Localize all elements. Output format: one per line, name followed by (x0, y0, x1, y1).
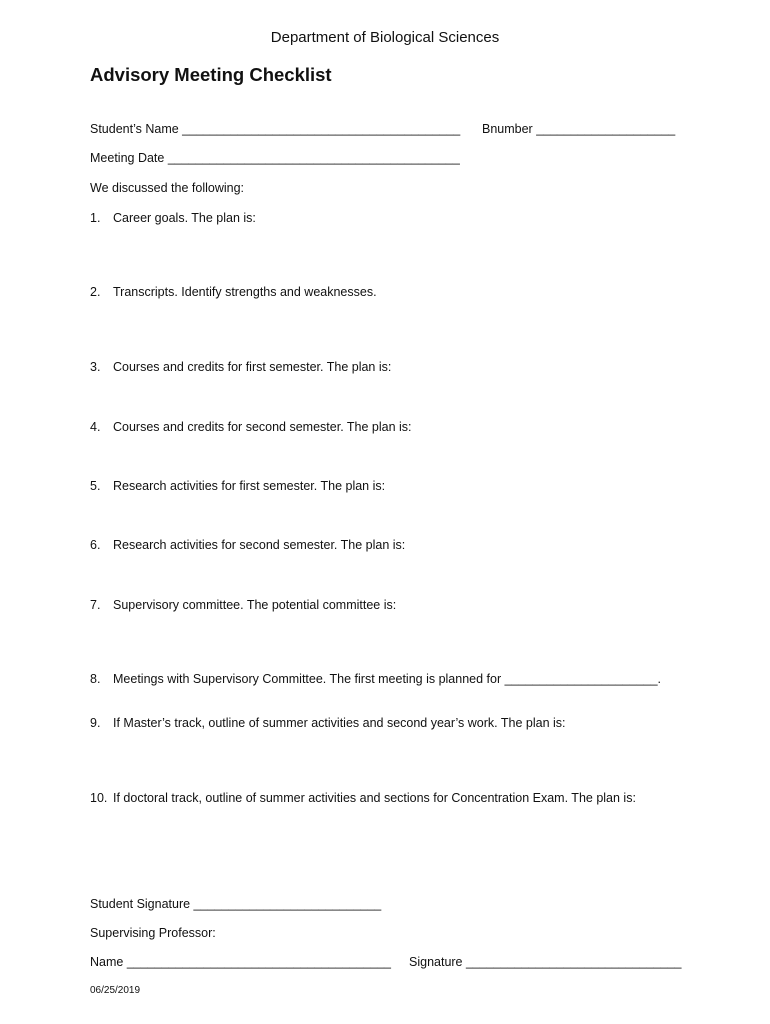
item-number: 5. (90, 479, 101, 493)
department-heading: Department of Biological Sciences (270, 29, 500, 46)
item-text: Research activities for second semester. The plan is: (113, 538, 406, 552)
student-signature-field[interactable]: Student Signature ___________________________ (90, 897, 382, 911)
item-number: 3. (90, 360, 101, 374)
item-text: Transcripts. Identify strengths and weaknesses. (113, 285, 377, 299)
checklist-item (90, 672, 661, 686)
checklist-item (90, 360, 391, 374)
student-name-field[interactable]: Student’s Name ________________________________________ (90, 122, 461, 136)
item-text: Supervisory committee. The potential committee is: (113, 598, 397, 612)
item-number: 7. (90, 598, 101, 612)
item-number: 4. (90, 420, 101, 434)
checklist-item (90, 211, 256, 225)
item-text: Courses and credits for first semester. The plan is: (113, 360, 392, 374)
checklist-item (90, 420, 412, 434)
intro-text: We discussed the following: (90, 181, 245, 195)
item-number: 1. (90, 211, 101, 225)
item-text: If doctoral track, outline of summer activities and sections for Concentration Exam. The plan is: (113, 791, 636, 805)
revision-date: 06/25/2019 (90, 985, 141, 996)
item-text: Career goals. The plan is: (113, 211, 256, 225)
item-text: Courses and credits for second semester. The plan is: (113, 420, 412, 434)
checklist-item (90, 598, 396, 612)
item-number: 10. (90, 791, 108, 805)
page-title: Advisory Meeting Checklist (90, 64, 332, 85)
checklist-item (90, 285, 377, 299)
item-text: Research activities for first semester. The plan is: (113, 479, 386, 493)
item-text: If Master’s track, outline of summer activities and second year’s work. The plan is: (113, 716, 566, 730)
item-number: 6. (90, 538, 101, 552)
item-text: Meetings with Supervisory Committee. The first meeting is planned for ______________________. (113, 672, 662, 686)
item-number: 8. (90, 672, 101, 686)
bnumber-field[interactable]: Bnumber ____________________ (482, 122, 676, 136)
meeting-date-field[interactable]: Meeting Date __________________________________________ (90, 151, 460, 165)
item-number: 2. (90, 285, 101, 299)
checklist-item (90, 791, 636, 805)
item-number: 9. (90, 716, 101, 730)
professor-signature-field[interactable]: Signature _______________________________ (409, 955, 682, 969)
checklist-item (90, 538, 405, 552)
professor-name-field[interactable]: Name ______________________________________ (90, 955, 391, 969)
checklist-item (90, 479, 385, 493)
supervising-professor-label: Supervising Professor: (90, 926, 216, 940)
checklist-item (90, 716, 566, 730)
